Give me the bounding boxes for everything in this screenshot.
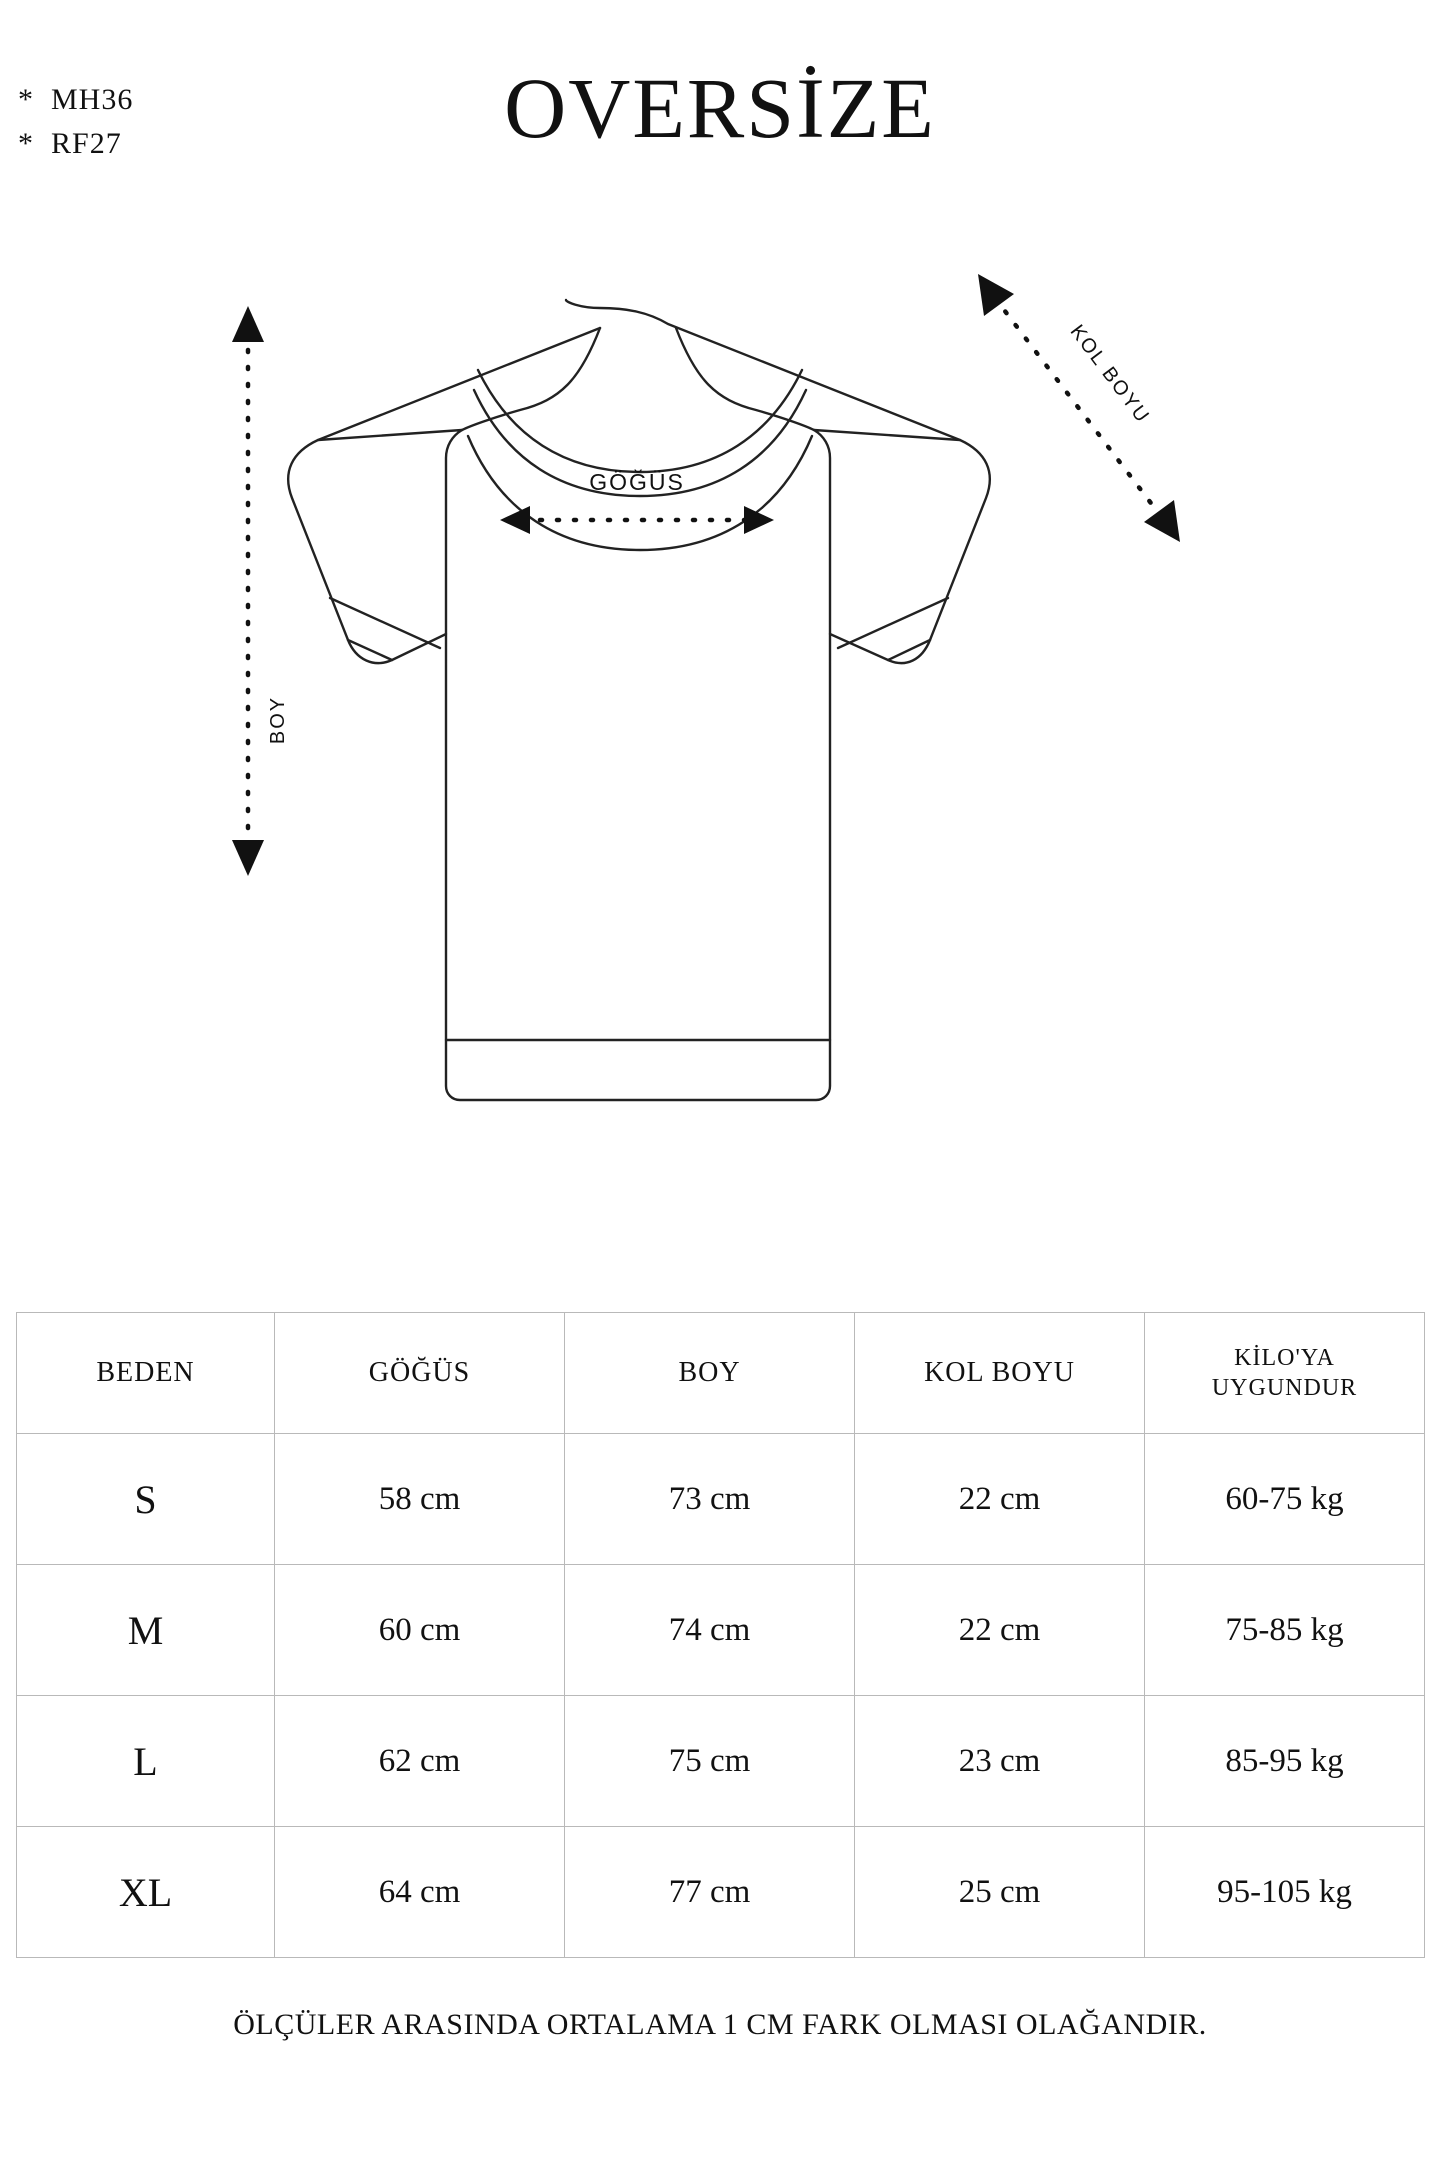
page-header (0, 0, 1440, 230)
size-table-head (17, 1313, 1425, 1434)
cell-boy: 77 cm (565, 1827, 855, 1958)
cell-boy: 75 cm (565, 1696, 855, 1827)
cell-kol-boyu: 23 cm (855, 1696, 1145, 1827)
sleeve-measure-arrow (978, 274, 1180, 542)
cell-kilo: 75-85 kg (1145, 1565, 1425, 1696)
footnote-text: ÖLÇÜLER ARASINDA ORTALAMA 1 CM FARK OLMASI OLAĞANDIR. (233, 2008, 1207, 2041)
table-row (17, 1565, 1425, 1696)
page-title: OVERSİZE (504, 60, 936, 156)
header-boy: BOY (565, 1313, 855, 1434)
cell-kol-boyu: 22 cm (855, 1434, 1145, 1565)
header-gogus: GÖĞÜS (275, 1313, 565, 1434)
size-table (16, 1312, 1425, 1958)
header-kilo-line2: UYGUNDUR (1211, 1375, 1358, 1401)
size-table-body (17, 1434, 1425, 1958)
table-header-row (17, 1313, 1425, 1434)
header-kilo-line1: KİLO'YA (1234, 1345, 1335, 1371)
cell-beden: S (17, 1434, 275, 1565)
product-code-1: * MH36 (18, 83, 134, 116)
product-code-2: * RF27 (18, 126, 122, 160)
size-table-wrapper (16, 1312, 1424, 1958)
cell-boy: 73 cm (565, 1434, 855, 1565)
table-row (17, 1696, 1425, 1827)
cell-beden: M (17, 1565, 275, 1696)
table-row (17, 1827, 1425, 1958)
tshirt-measurement-diagram (0, 250, 1440, 1290)
cell-kol-boyu: 25 cm (855, 1827, 1145, 1958)
sleeve-label: KOL BOYU (1065, 320, 1154, 428)
cell-kilo: 60-75 kg (1145, 1434, 1425, 1565)
cell-gogus: 64 cm (275, 1827, 565, 1958)
cell-gogus: 60 cm (275, 1565, 565, 1696)
cell-kilo: 95-105 kg (1145, 1827, 1425, 1958)
header-beden: BEDEN (17, 1313, 275, 1434)
cell-beden: XL (17, 1827, 275, 1958)
tshirt-outline-icon (0, 250, 1440, 1290)
cell-gogus: 62 cm (275, 1696, 565, 1827)
cell-kol-boyu: 22 cm (855, 1565, 1145, 1696)
length-label: BOY (267, 695, 289, 745)
cell-boy: 74 cm (565, 1565, 855, 1696)
header-kilo (1145, 1313, 1425, 1434)
cell-beden: L (17, 1696, 275, 1827)
header-kol-boyu: KOL BOYU (855, 1313, 1145, 1434)
table-row (17, 1434, 1425, 1565)
cell-kilo: 85-95 kg (1145, 1696, 1425, 1827)
cell-gogus: 58 cm (275, 1434, 565, 1565)
chest-label: GÖĞÜS (589, 469, 685, 495)
length-measure-arrow (232, 306, 289, 876)
